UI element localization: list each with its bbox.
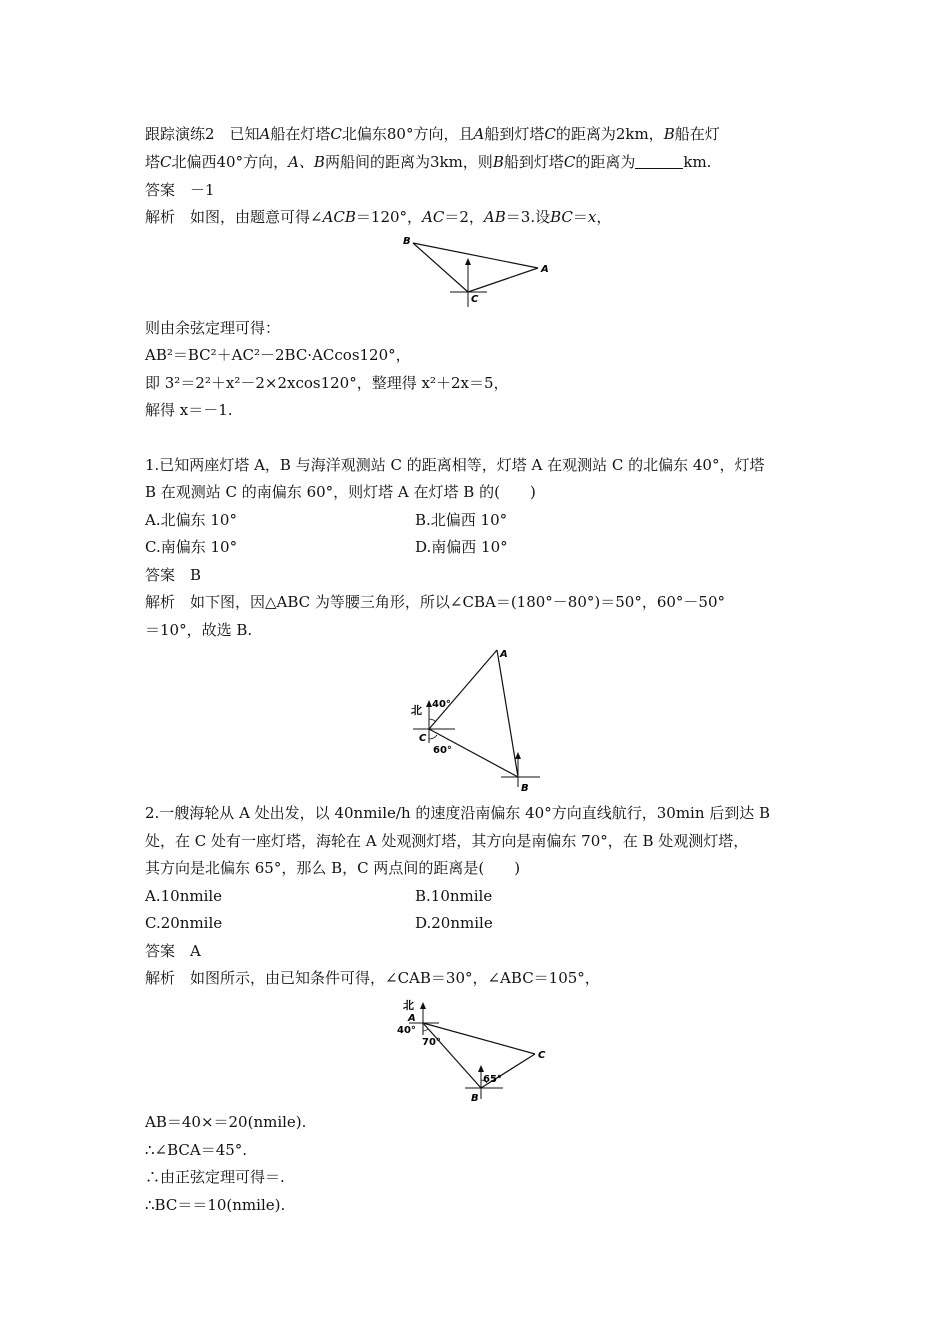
fig3-angle-arc-40	[423, 1029, 428, 1031]
fig1-side-ac	[468, 268, 538, 292]
fig3-label-a: A	[408, 1013, 416, 1024]
fig2-label-60: 60°	[433, 745, 452, 756]
fig3-label-65: 65°	[483, 1074, 502, 1085]
practice-stem-line1: 跟踪演练2 已知A船在灯塔C北偏东80°方向，且A船到灯塔C的距离为2km，B船在灯	[145, 125, 720, 143]
q2-bca-line: ∴∠BCA＝45°.	[145, 1141, 248, 1159]
q1-answer: 答案 B	[145, 566, 202, 584]
fig1-label-c: C	[471, 294, 479, 305]
fig3-label-70: 70°	[422, 1037, 441, 1048]
q1-option-b: B.北偏西 10°	[415, 511, 508, 529]
fig3-side-ab	[423, 1023, 481, 1088]
fig2-label-north: 北	[411, 704, 422, 717]
q2-sine-line: ∴由正弦定理可得＝.	[145, 1168, 285, 1186]
q2-analysis-line1: 解析 如图所示，由已知条件可得，∠CAB＝30°，∠ABC＝105°，	[145, 969, 600, 987]
fig1-label-b: B	[403, 236, 411, 247]
q1-option-d: D.南偏西 10°	[415, 538, 508, 556]
fig2-side-ca	[429, 650, 497, 729]
q1-stem-line1: 1.已知两座灯塔 A，B 与海洋观测站 C 的距离相等，灯塔 A 在观测站 C 的北偏东 40°，灯塔	[145, 456, 765, 474]
cosine-formula: AB²＝BC²＋AC²－2BC·ACcos120°，	[145, 346, 411, 364]
fig3-label-b: B	[471, 1093, 479, 1104]
q1-option-a: A.北偏东 10°	[145, 511, 237, 529]
q2-ab-line: AB＝40×＝20(nmile).	[145, 1113, 307, 1131]
q2-option-c: C.20nmile	[145, 914, 223, 932]
q2-answer: 答案 A	[145, 942, 201, 960]
q2-stem-line1: 2.一艘海轮从 A 处出发，以 40nmile/h 的速度沿南偏东 40°方向直线航行，30min 后到达 B	[145, 804, 771, 822]
fig2-label-c: C	[419, 733, 427, 744]
equation-line: 即 3²＝2²＋x²－2×2xcos120°，整理得 x²＋2x＝5，	[145, 374, 509, 392]
answer-blank	[635, 154, 683, 169]
q2-bc-line: ∴BC＝＝10(nmile).	[145, 1196, 286, 1214]
fig2-north-arrow-icon-b	[515, 752, 521, 759]
fig3-label-c: C	[538, 1050, 546, 1061]
q1-analysis-line2: ＝10°，故选 B.	[145, 621, 253, 639]
fig2-angle-arc-60	[429, 735, 437, 739]
cosine-intro: 则由余弦定理可得：	[145, 319, 281, 337]
q1-figure	[405, 645, 550, 793]
fig2-label-b: B	[521, 783, 529, 794]
fig2-label-40: 40°	[432, 699, 451, 710]
fig1-north-arrow-icon	[465, 258, 471, 265]
practice-analysis-line1: 解析 如图，由题意可得∠ACB＝120°，AC＝2，AB＝3.设BC＝x，	[145, 208, 612, 226]
fig3-label-40: 40°	[397, 1025, 416, 1036]
q2-stem-line3: 其方向是北偏东 65°，那么 B，C 两点间的距离是( )	[145, 859, 521, 877]
fig3-label-north: 北	[403, 999, 414, 1012]
fig3-north-arrow-icon-a	[420, 1002, 426, 1009]
fig1-side-ba	[413, 243, 538, 268]
practice-answer: 答案 －1	[145, 181, 215, 199]
q1-option-c: C.南偏东 10°	[145, 538, 238, 556]
solve-line: 解得 x＝－1.	[145, 401, 233, 419]
fig3-north-arrow-icon-b	[478, 1065, 484, 1072]
q1-analysis-line1: 解析 如下图，因△ABC 为等腰三角形，所以∠CBA＝(180°－80°)＝50°，60°－50°	[145, 593, 725, 611]
q2-option-b: B.10nmile	[415, 887, 493, 905]
fig2-angle-arc-40	[429, 719, 436, 722]
fig2-side-ab	[497, 650, 518, 777]
q2-option-a: A.10nmile	[145, 887, 223, 905]
q2-stem-line2: 处，在 C 处有一座灯塔，海轮在 A 处观测灯塔，其方向是南偏东 70°，在 B 处观测灯塔，	[145, 832, 749, 850]
practice-stem-line2: 塔C北偏西40°方向，A、B两船间的距离为3km，则B船到灯塔C的距离为 km.	[145, 153, 712, 171]
q2-option-d: D.20nmile	[415, 914, 493, 932]
fig2-label-a: A	[500, 649, 508, 660]
q2-figure	[395, 995, 555, 1105]
q1-stem-line2: B 在观测站 C 的南偏东 60°，则灯塔 A 在灯塔 B 的( )	[145, 483, 536, 501]
fig1-label-a: A	[541, 264, 549, 275]
practice-figure	[395, 232, 565, 312]
fig1-side-bc	[413, 243, 468, 292]
